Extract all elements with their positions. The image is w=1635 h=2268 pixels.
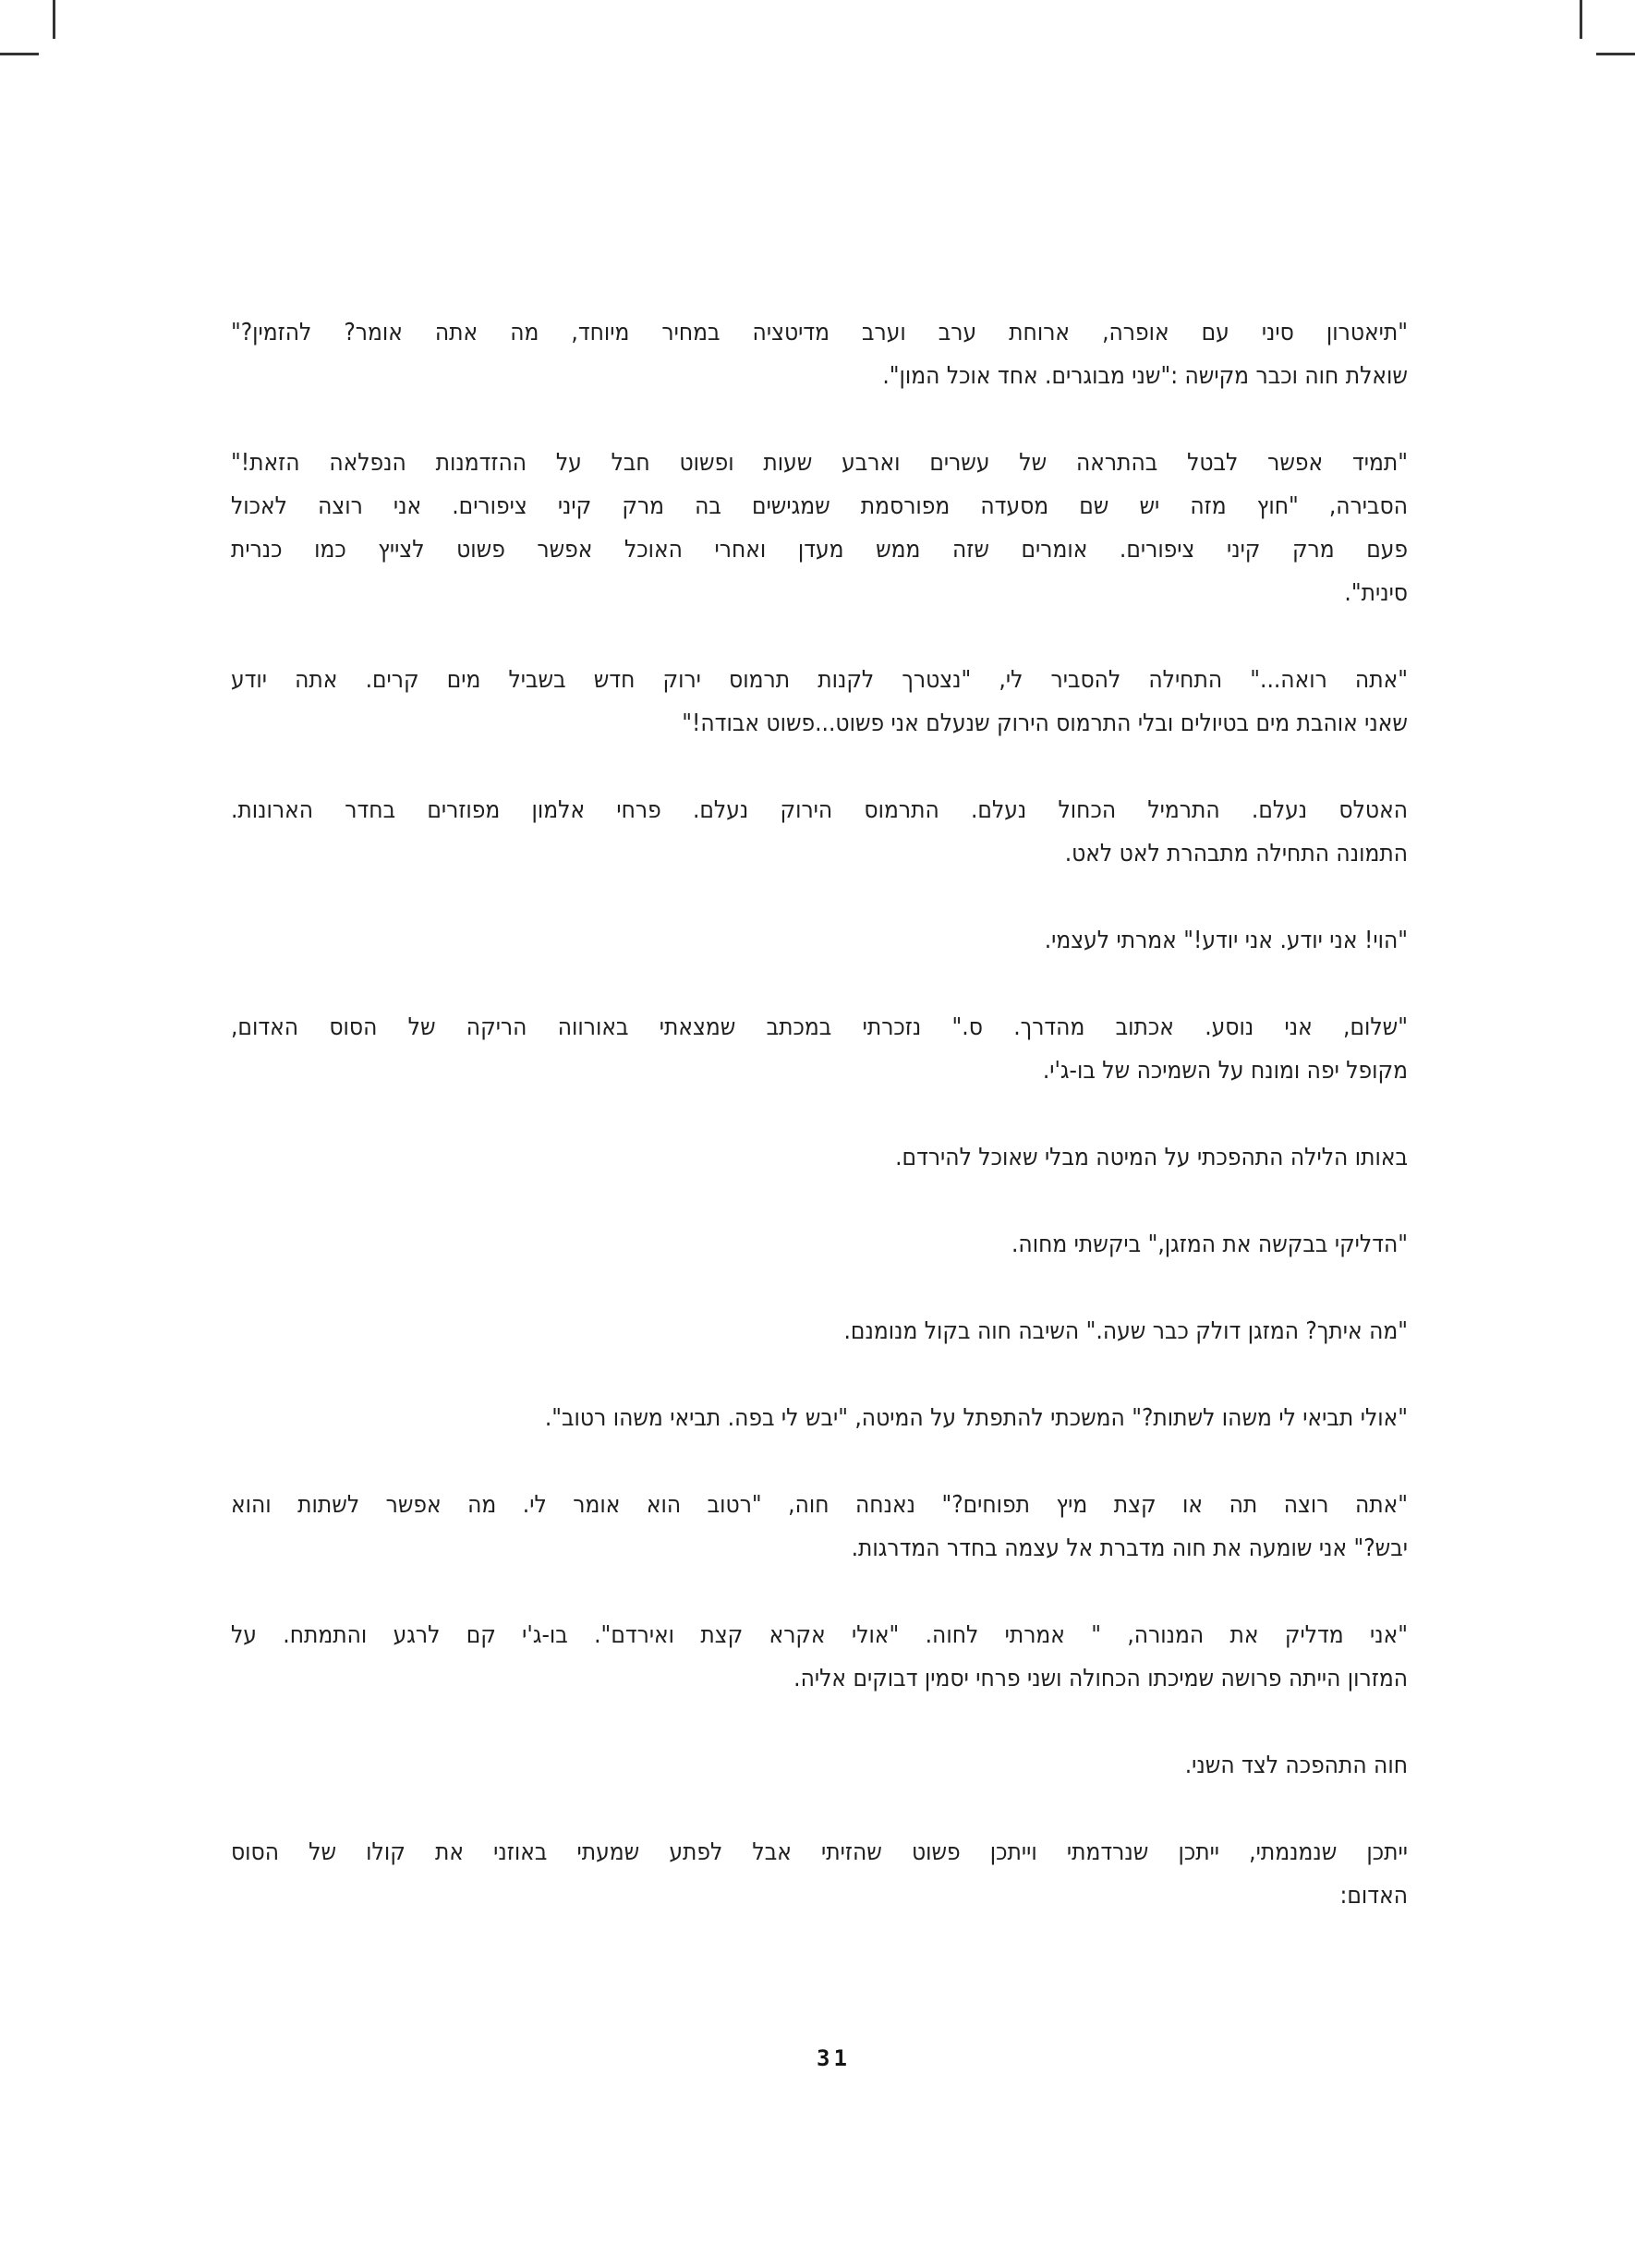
paragraph — [231, 1831, 1408, 1918]
text-line: ייתכן שנמנמתי, ייתכן שנרדמתי וייתכן פשוט שהזיתי אבל לפתע שמעתי באוזני את קולו של הסוס — [231, 1838, 1408, 1866]
text-line: "אתה רואה..." התחילה להסביר לי, "נצטרך לקנות תרמוס ירוק חדש בשביל מים קרים. אתה יודע — [231, 666, 1408, 694]
text-line: "אולי תביאי לי משהו לשתות?" המשכתי להתפתל על המיטה, "יבש לי בפה. תביאי משהו רטוב". — [544, 1404, 1408, 1432]
crop-mark-top-left-vertical — [53, 0, 55, 39]
text-line: הסבירה, "חוץ מזה יש שם מסעדה מפורסמת שמגישים בה מרק קיני ציפורים. אני רוצה לאכול — [231, 492, 1408, 520]
paragraph — [231, 1136, 1408, 1180]
text-line: "תיאטרון סיני עם אופרה, ארוחת ערב וערב מדיטציה במחיר מיוחד, מה אתה אומר? להזמין?" — [231, 319, 1408, 346]
text-line: "אני מדליק את המנורה, " אמרתי לחוה. "אולי אקרא קצת ואירדם". בו-ג'י קם לרגע והתמתח. על — [231, 1621, 1408, 1649]
text-line: "מה איתך? המזגן דולק כבר שעה." השיבה חוה בקול מנומנם. — [843, 1317, 1408, 1345]
text-line: "הדליקי בבקשה את המזגן," ביקשתי מחוה. — [1011, 1231, 1408, 1258]
paragraph — [231, 1223, 1408, 1267]
paragraph — [231, 442, 1408, 615]
page-text — [231, 311, 1408, 1918]
text-line: יבש?" אני שומעה את חוה מדברת אל עצמה בחדר המדרגות. — [851, 1534, 1408, 1562]
paragraph — [231, 1397, 1408, 1440]
crop-mark-top-right-horizontal — [1596, 53, 1635, 55]
text-line: המזרון הייתה פרושה שמיכתו הכחולה ושני פרחי יסמין דבוקים אליה. — [793, 1665, 1408, 1692]
text-line: האדום: — [1339, 1882, 1408, 1910]
text-line: האטלס נעלם. התרמיל הכחול נעלם. התרמוס הירוק נעלם. פרחי אלמון מפוזרים בחדר הארונות. — [231, 796, 1408, 824]
text-line: "אתה רוצה תה או קצת מיץ תפוחים?" נאנחה חוה, "רטוב הוא אומר לי. מה אפשר לשתות והוא — [231, 1491, 1408, 1519]
paragraph — [231, 659, 1408, 746]
text-line: באותו הלילה התהפכתי על המיטה מבלי שאוכל להירדם. — [895, 1144, 1408, 1171]
crop-mark-top-right-vertical — [1580, 0, 1582, 39]
text-line: שאני אוהבת מים בטיולים ובלי התרמוס הירוק שנעלם אני פשוט...פשוט אבודה!" — [682, 710, 1408, 737]
paragraph — [231, 919, 1408, 963]
text-line: "שלום, אני נוסע. אכתוב מהדרך. ס." נזכרתי במכתב שמצאתי באורווה הריקה של הסוס האדום, — [231, 1013, 1408, 1041]
page-number: 31 — [817, 2045, 851, 2071]
paragraph — [231, 1744, 1408, 1788]
paragraph — [231, 311, 1408, 398]
paragraph — [231, 1310, 1408, 1353]
text-line: מקופל יפה ומונח על השמיכה של בו-ג'י. — [1042, 1057, 1408, 1085]
text-line: חוה התהפכה לצד השני. — [1184, 1752, 1408, 1779]
crop-mark-top-left-horizontal — [0, 53, 39, 55]
text-line: התמונה התחילה מתבהרת לאט לאט. — [1064, 840, 1408, 867]
text-line: פעם מרק קיני ציפורים. אומרים שזה ממש מעדן ואחרי האוכל אפשר פשוט לצייץ כמו כנרית — [231, 536, 1408, 564]
paragraph — [231, 1484, 1408, 1571]
text-line: "תמיד אפשר לבטל בהתראה של עשרים וארבע שעות ופשוט חבל על ההזדמנות הנפלאה הזאת!" — [231, 449, 1408, 477]
paragraph — [231, 1614, 1408, 1701]
paragraph — [231, 789, 1408, 876]
text-line: "הוי! אני יודע. אני יודע!" אמרתי לעצמי. — [1044, 927, 1408, 954]
paragraph — [231, 1006, 1408, 1093]
text-line: סינית". — [1344, 579, 1408, 607]
text-line: שואלת חוה וכבר מקישה :"שני מבוגרים. אחד אוכל המון". — [882, 362, 1408, 390]
